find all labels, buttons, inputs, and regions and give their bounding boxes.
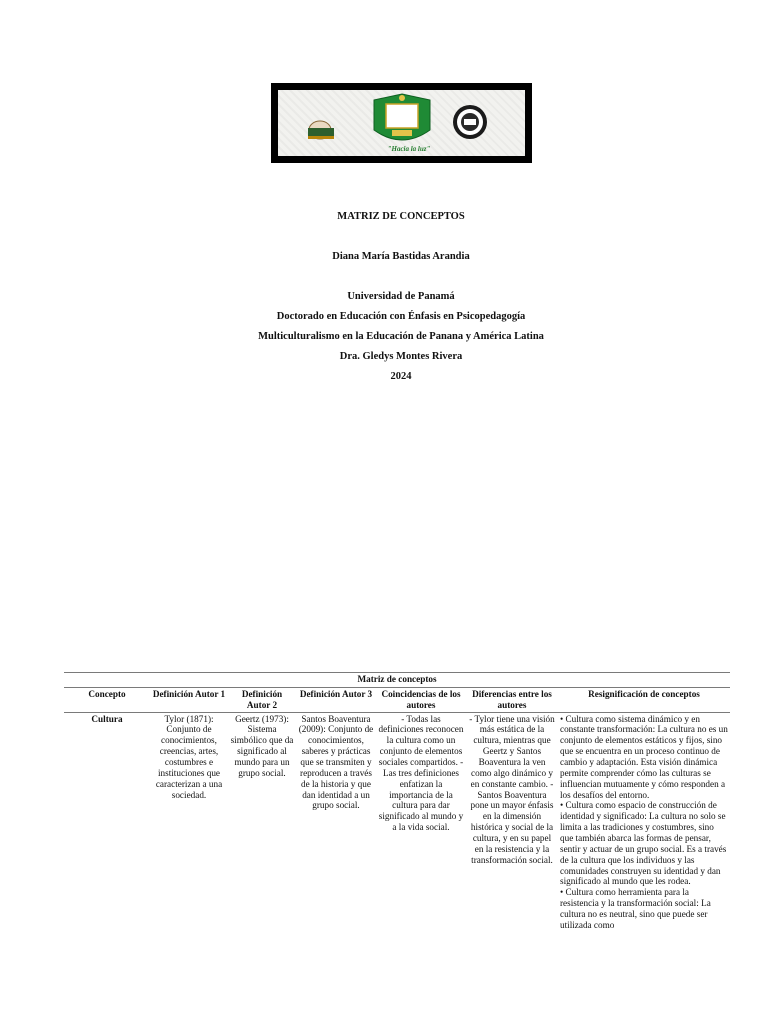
course-name: Multiculturalismo en la Educación de Panana y América Latina (258, 331, 544, 342)
column-header: Definición Autor 1 (150, 687, 228, 712)
table-caption: Matriz de conceptos (64, 673, 730, 688)
resignification-point: • Cultura como espacio de construcción de identidad y significado: La cultura no solo se limita a las tradiciones y costumbres, sino que también abarca las formas de pensar, sentir y actuar de un grupo social. Es a través de la cultura que los individuos y las comunidades construyen su identidad y dan significado al mundo que les rodea. (560, 800, 727, 887)
resignification-cell (558, 712, 730, 932)
universidad-de-panama-crest-icon (374, 94, 430, 140)
resignification-point: • Cultura como herramienta para la resistencia y la transformación social: La cultura no es neutral, sino que puede ser utilizada como (560, 887, 711, 930)
document-year: 2024 (390, 371, 412, 382)
table-row (64, 712, 730, 932)
concept-matrix-table (64, 672, 730, 932)
column-header: Definición Autor 3 (296, 687, 376, 712)
column-header: Resignificación de conceptos (558, 687, 730, 712)
professor-name: Dra. Gledys Montes Rivera (339, 351, 463, 362)
faculty-seal-icon (453, 105, 487, 139)
university-name: Universidad de Panamá (347, 291, 455, 302)
coincidences-cell: - Todas las definiciones reconocen la cultura como un conjunto de elementos sociales compartidos. - Las tres definiciones enfatizan la importancia de la cultura para dar significado al mundo y a la vida social. (378, 713, 464, 833)
differences-cell: - Tylor tiene una visión más estática de la cultura, mientras que Geertz y Santos Boaventura la ven como algo dinámico y en constante cambio. - Santos Boaventura pone un mayor énfasis en la dimensión histórica y social de la cultura, y en su papel en la resistencia y la transformación social. (469, 713, 555, 865)
column-header: Definición Autor 2 (228, 687, 296, 712)
university-logos-banner (271, 83, 532, 163)
concept-cell: Cultura (91, 713, 123, 724)
program-name: Doctorado en Educación con Énfasis en Psicopedagogía (276, 311, 526, 322)
author1-definition-cell: Tylor (1871): Conjunto de conocimientos, creencias, artes, costumbres e instituciones que caracterizan a una sociedad. (155, 713, 223, 800)
udelas-logo-icon (308, 121, 334, 139)
resignification-point: • Cultura como sistema dinámico y en constante transformación: La cultura no es un conjunto de elementos estáticos y fijos, sino que se encuentra en un proceso continuo de cambio y adaptación. Esta visión dinámica permite comprender cómo las culturas se influencian mutuamente y cómo responden a los desafíos del entorno. (560, 713, 728, 800)
author2-definition-cell: Geertz (1973): Sistema simbólico que da significado al mundo para un grupo social. (230, 713, 294, 778)
author-name: Diana María Bastidas Arandia (332, 251, 470, 262)
logos-panel (278, 90, 525, 156)
column-header: Coincidencias de los autores (376, 687, 466, 712)
column-header: Diferencias entre los autores (466, 687, 558, 712)
author3-definition-cell: Santos Boaventura (2009): Conjunto de conocimientos, saberes y prácticas que se transmiten y reproducen a través de la historia y que dan identidad a un grupo social. (298, 713, 374, 811)
logo-tagline: "Hacia la luz" (387, 145, 431, 153)
column-header: Concepto (64, 687, 150, 712)
document-title: MATRIZ DE CONCEPTOS (337, 211, 465, 222)
